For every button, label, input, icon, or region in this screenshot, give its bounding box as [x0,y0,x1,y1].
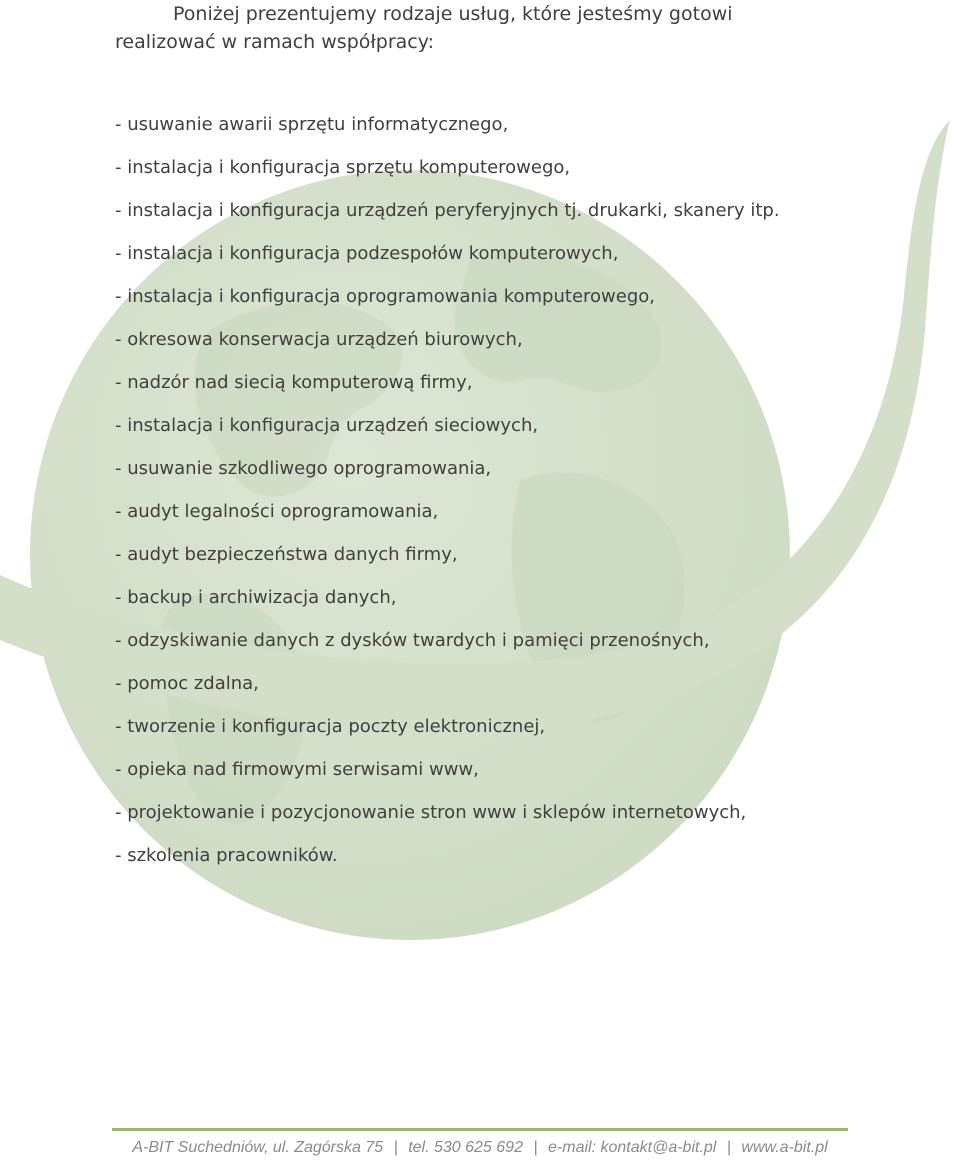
intro-line-2: realizować w ramach współpracy: [115,31,435,53]
list-item: - odzyskiwanie danych z dysków twardych i pamięci przenośnych, [115,630,710,651]
list-item: - audyt bezpieczeństwa danych firmy, [115,544,458,565]
list-item: - instalacja i konfiguracja urządzeń sieciowych, [115,415,539,436]
list-item: - nadzór nad siecią komputerową firmy, [115,372,473,393]
footer-separator: | [726,1139,731,1156]
footer-email-link[interactable]: e-mail: kontakt@a-bit.pl [548,1139,717,1156]
list-item: - projektowanie i pozycjonowanie stron www i sklepów internetowych, [115,802,747,823]
intro-line-1: Poniżej prezentujemy rodzaje usług, które jesteśmy gotowi [173,3,733,25]
list-item: - instalacja i konfiguracja podzespołów komputerowych, [115,243,619,264]
list-item: - opieka nad firmowymi serwisami www, [115,759,479,780]
list-item: - pomoc zdalna, [115,673,259,694]
footer-phone: tel. 530 625 692 [408,1139,523,1156]
list-item: - tworzenie i konfiguracja poczty elektronicznej, [115,716,546,737]
list-item: - usuwanie szkodliwego oprogramowania, [115,458,492,479]
list-item: - usuwanie awarii sprzętu informatycznego, [115,114,509,135]
footer-separator: | [393,1139,398,1156]
list-item: - instalacja i konfiguracja urządzeń peryferyjnych tj. drukarki, skanery itp. [115,200,780,221]
list-item: - instalacja i konfiguracja sprzętu komputerowego, [115,157,571,178]
list-item: - audyt legalności oprogramowania, [115,501,439,522]
footer-divider [112,1128,848,1131]
footer-website-link[interactable]: www.a-bit.pl [741,1139,828,1156]
list-item: - instalacja i konfiguracja oprogramowania komputerowego, [115,286,655,307]
list-item: - backup i archiwizacja danych, [115,587,397,608]
services-list [115,111,780,885]
footer-address: A-BIT Suchedniów, ul. Zagórska 75 [132,1139,384,1156]
page-footer [0,1139,960,1157]
footer-separator: | [533,1139,538,1156]
list-item: - okresowa konserwacja urządzeń biurowych, [115,329,523,350]
list-item: - szkolenia pracowników. [115,845,338,866]
intro-paragraph [115,0,895,56]
